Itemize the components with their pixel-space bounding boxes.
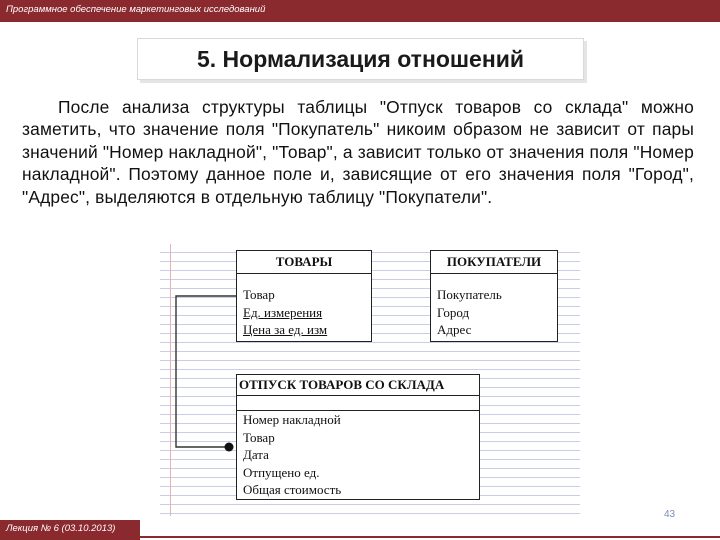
- table-goods-field: Ед. измерения: [243, 304, 323, 320]
- relation-endpoint-dot: [225, 443, 234, 452]
- table-release-field: Общая стоимость: [243, 482, 342, 497]
- table-release: [236, 374, 480, 500]
- footer-line: [140, 536, 720, 538]
- table-goods: [236, 250, 372, 342]
- table-buyers-field: Город: [437, 304, 470, 320]
- table-release-title: ОТПУСК ТОВАРОВ СО СКЛАДА: [237, 375, 479, 396]
- table-release-field: Дата: [243, 447, 269, 462]
- table-buyers-field: Адрес: [437, 322, 472, 337]
- body-paragraph: После анализа структуры таблицы "Отпуск товаров со склада" можно заметить, что значение поля "Покупатель" никоим образом не зависит от пары значений "Номер накладной", "Товар", а зависит только от значения поля "Номер накладной". Поэтому данное поле и, зависящие от его значения поля "Город", "Адрес", выделяются в отдельную таблицу "Покупатели".: [22, 97, 694, 207]
- slide-title: 5. Нормализация отношений: [196, 46, 525, 72]
- table-goods-field: Товар: [243, 287, 275, 302]
- table-buyers-title: ПОКУПАТЕЛИ: [431, 251, 557, 274]
- table-buyers: [430, 250, 558, 342]
- table-release-field: Товар: [243, 429, 275, 445]
- table-goods-field: Цена за ед. изм: [243, 322, 328, 337]
- page-number: 43: [664, 509, 676, 520]
- table-release-field: Номер накладной: [243, 412, 341, 427]
- slide-title-box: [137, 38, 584, 80]
- header-title: Программное обеспечение маркетинговых исследований: [6, 4, 266, 15]
- table-goods-title: ТОВАРЫ: [237, 251, 371, 274]
- table-buyers-field: Покупатель: [437, 287, 502, 302]
- table-release-field: Отпущено ед.: [243, 464, 320, 480]
- footer-lecture: Лекция № 6 (03.10.2013): [6, 523, 116, 534]
